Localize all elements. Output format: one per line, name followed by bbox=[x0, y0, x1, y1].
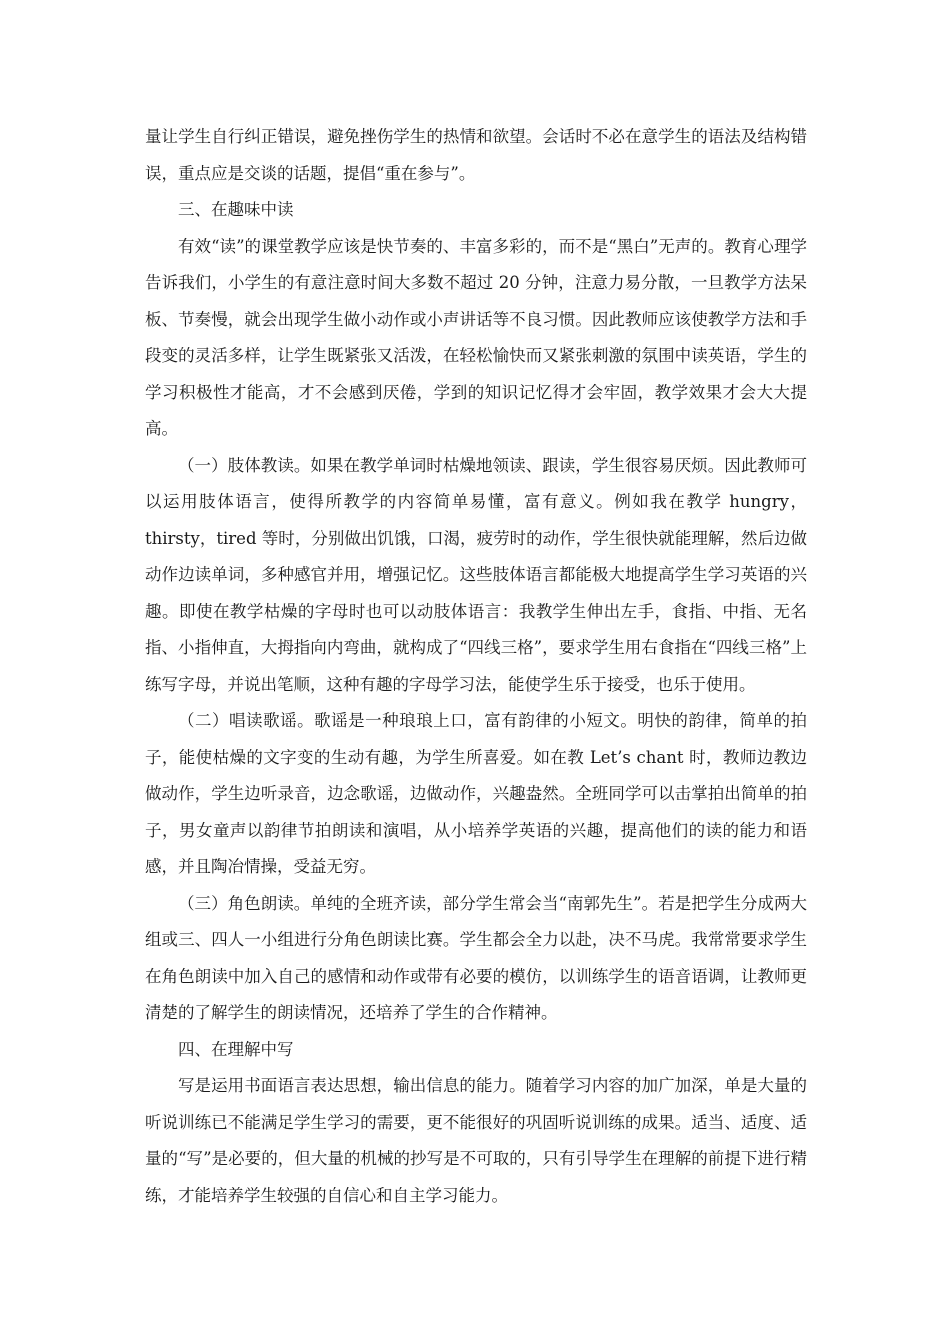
document-body bbox=[145, 119, 807, 1214]
paragraph-writing: 写是运用书面语言表达思想，输出信息的能力。随着学习内容的加广加深，单是大量的听说训练已不能满足学生学习的需要，更不能很好的巩固听说训练的成果。适当、适度、适量的“写”是必要的，但大量的机械的抄写是不可取的，只有引导学生在理解的前提下进行精练，才能培养学生较强的自信心和自主学习能力。 bbox=[145, 1076, 807, 1205]
paragraph-role-reading: （三）角色朗读。单纯的全班齐读，部分学生常会当“南郭先生”。若是把学生分成两大组或三、四人一小组进行分角色朗读比赛。学生都会全力以赴，决不马虎。我常常要求学生在角色朗读中加入自己的感情和动作或带有必要的模仿，以训练学生的语音语调，让教师更清楚的了解学生的朗读情况，还培养了学生的合作精神。 bbox=[145, 893, 807, 1022]
section-heading-3: 三、在趣味中读 bbox=[178, 200, 294, 219]
paragraph-body-language: （一）肢体教读。如果在教学单词时枯燥地领读、跟读，学生很容易厌烦。因此教师可以运用肢体语言，使得所教学的内容简单易懂，富有意义。例如我在教学 hungry，thirsty，tired 等时，分别做出饥饿，口渴，疲劳时的动作，学生很快就能理解，然后边做动作边读单词，多种感官并用，增强记忆。这些肢体语言都能极大地提高学生学习英语的兴趣。即使在教学枯燥的字母时也可以动肢体语言：我教学生伸出左手，食指、中指、无名指、小指伸直，大拇指向内弯曲，就构成了“四线三格”，要求学生用右食指在“四线三格”上练写字母，并说出笔顺，这种有趣的字母学习法，能使学生乐于接受，也乐于使用。 bbox=[145, 455, 807, 694]
paragraph-reading-intro: 有效“读”的课堂教学应该是快节奏的、丰富多彩的，而不是“黑白”无声的。教育心理学告诉我们，小学生的有意注意时间大多数不超过 20 分钟，注意力易分散，一旦教学方法呆板、节奏慢，就会出现学生做小动作或小声讲话等不良习惯。因此教师应该使教学方法和手段变的灵活多样，让学生既紧张又活泼，在轻松愉快而又紧张刺激的氛围中读英语，学生的学习积极性才能高，才不会感到厌倦，学到的知识记忆得才会牢固，教学效果才会大大提高。 bbox=[145, 236, 807, 438]
paragraph-continuation: 量让学生自行纠正错误，避免挫伤学生的热情和欲望。会话时不必在意学生的语法及结构错误，重点应是交谈的话题，提倡“重在参与”。 bbox=[145, 127, 807, 183]
section-heading-4: 四、在理解中写 bbox=[178, 1039, 294, 1059]
paragraph-chant: （二）唱读歌谣。歌谣是一种琅琅上口，富有韵律的小短文。明快的韵律，简单的拍子，能使枯燥的文字变的生动有趣，为学生所喜爱。如在教 Let’s chant 时，教师边教边做动作，学生边听录音，边念歌谣，边做动作，兴趣盎然。全班同学可以击掌拍出简单的拍子，男女童声以韵律节拍朗读和演唱，从小培养学英语的兴趣，提高他们的读的能力和语感，并且陶冶情操，受益无穷。 bbox=[145, 711, 807, 876]
